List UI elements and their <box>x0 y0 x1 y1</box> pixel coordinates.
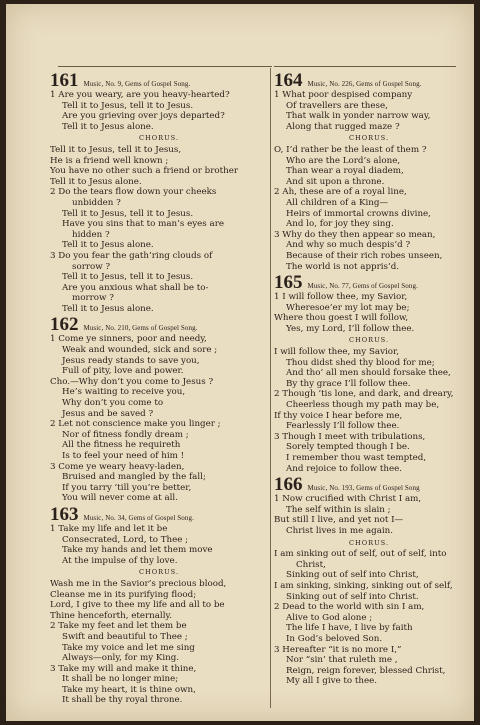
hymn-music-source: Music, No. 193, Gems of Gospel Song <box>307 484 420 493</box>
hymn-number: 166 <box>274 474 303 496</box>
hymn-line: 1 Are you weary, are you heavy-hearted? <box>50 90 230 100</box>
hymn-line: Where thou goest I will follow, <box>274 313 409 324</box>
hymn-line: All children of a King— <box>286 197 389 208</box>
hymn-line: You will never come at all. <box>62 493 178 504</box>
hymn-line: My all I give to thee. <box>286 676 378 687</box>
hymn-line: Lord, I give to thee my life and all to be <box>50 600 225 611</box>
hymn-line: He is a friend well known ; <box>50 155 169 166</box>
hymn-line: I remember thou wast tempted, <box>286 453 427 463</box>
hymn-line: Bruised and mangled by the fall; <box>62 472 206 483</box>
hymn-line: But still I live, and yet not I— <box>274 515 404 526</box>
hymn-line: Tell it to Jesus alone. <box>62 121 154 132</box>
hymn-line: Wheresoe’er my lot may be; <box>286 302 410 313</box>
top-rule-right <box>274 66 456 67</box>
hymn-line: 3 Do you fear the gath’ring clouds of <box>50 250 213 261</box>
hymn-line: 1 Come ye sinners, poor and needy, <box>50 334 207 345</box>
hymn-line: Consecrated, Lord, to Thee ; <box>62 534 189 545</box>
hymn-line: 2 Dead to the world with sin I am, <box>274 602 425 613</box>
hymn-line: I will follow thee, my Savior, <box>274 347 399 358</box>
hymn-number: 164 <box>274 70 303 91</box>
hymn-header <box>274 72 464 90</box>
hymn-line: 2 Ah, these are of a royal line, <box>274 187 407 198</box>
hymn-line: 1 I will follow thee, my Savior, <box>274 292 408 303</box>
hymn-line: Sorely tempted though I be. <box>286 442 410 453</box>
hymn-music-source: Music, No. 226, Gems of Gospel Song. <box>307 80 422 88</box>
chorus-label: CHORUS. <box>348 336 390 345</box>
hymn-line: All the fitness he requireth <box>62 440 181 451</box>
hymn-line: The self within is slain ; <box>286 504 391 515</box>
hymn-line: Cleanse me in its purifying flood; <box>50 589 197 600</box>
hymn-line: It shall be no longer mine; <box>62 674 179 685</box>
hymn-line: 1 Now crucified with Christ I am, <box>274 494 422 505</box>
hymn-line: The world is not appris’d. <box>286 261 400 272</box>
hymn-line: Nor of fitness fondly dream ; <box>62 429 189 440</box>
hymn-line: Are you grieving over joys departed? <box>62 111 225 122</box>
hymn-music-source: Music, No. 77, Gems of Gospel Song. <box>307 282 418 291</box>
hymn-line: If thy voice I hear before me, <box>274 410 403 421</box>
hymn-line: And why so much despis’d ? <box>286 240 411 251</box>
hymn-line: Full of pity, love and power. <box>62 366 184 377</box>
hymn-line: And lo, for joy they sing. <box>286 219 394 230</box>
hymn-line: Wash me in the Savior’s precious blood, <box>50 578 227 589</box>
hymn-line: I am sinking, sinking, sinking out of self, <box>274 580 453 591</box>
hymn-line: At the impulse of thy love. <box>62 555 178 566</box>
hymn-line: Always—only, for my King. <box>62 653 180 664</box>
hymn-header <box>50 316 268 334</box>
hymn-line: Take my hands and let them move <box>62 545 213 556</box>
hymn-line: Tell it to Jesus, tell it to Jesus. <box>62 100 194 111</box>
hymn-line: Because of their rich robes unseen, <box>286 250 443 261</box>
hymn-line: Are you anxious what shall be to- <box>62 282 209 293</box>
chorus-label: CHORUS. <box>348 538 390 547</box>
hymn-number: 161 <box>50 70 79 91</box>
hymn-line: 3 Though I meet with tribulations, <box>274 431 426 442</box>
hymn-line: unbidden ? <box>72 197 121 208</box>
hymn-line: Reign, reign forever, blessed Christ, <box>286 665 446 676</box>
hymn-line: You have no other such a friend or brother <box>50 166 239 177</box>
hymn-line: Why don’t you come to <box>62 398 164 409</box>
hymn-line: Jesus and be saved ? <box>62 408 154 419</box>
hymn-line: And tho’ all men should forsake thee, <box>286 368 451 379</box>
hymn-line: Sinking out of self into Christ. <box>286 591 419 602</box>
hymn-header <box>50 72 268 90</box>
hymn-line: Jesus ready stands to save you, <box>62 355 200 366</box>
hymn-line: Tell it to Jesus alone. <box>50 176 142 187</box>
hymn-line: Tell it to Jesus, tell it to Jesus. <box>62 208 194 219</box>
hymn-line: Thine henceforth, eternally. <box>50 610 172 621</box>
hymn-line: Take my heart, it is thine own, <box>62 684 196 695</box>
hymn-line: Of travellers are these, <box>286 100 388 111</box>
hymn-line: 3 Take my will and make it thine, <box>50 663 197 674</box>
hymn-line: In God’s beloved Son. <box>286 633 383 644</box>
hymn-line: 2 Take my feet and let them be <box>50 621 187 632</box>
hymn-line: Is to feel your need of him ! <box>62 451 185 461</box>
hymn-number: 162 <box>50 314 79 336</box>
hymn-line: If you tarry ’till you’re better, <box>62 482 192 493</box>
hymn-line: sorrow ? <box>72 261 111 272</box>
column-divider <box>270 68 271 708</box>
hymn-line: Yes, my Lord, I’ll follow thee. <box>286 323 415 334</box>
hymn-number: 165 <box>274 272 303 294</box>
hymn-line: Sinking out of self into Christ, <box>286 570 419 581</box>
hymn-line: It shall be thy royal throne. <box>62 695 183 706</box>
hymn-line: morrow ? <box>72 293 114 304</box>
hymn-line: And sit upon a throne. <box>286 176 385 187</box>
hymn-line: Fearlessly I’ll follow thee. <box>286 421 400 432</box>
hymn-header <box>274 476 464 494</box>
hymn-line: Christ, <box>296 559 326 570</box>
chorus-label: CHORUS. <box>348 134 390 143</box>
hymn-line: 3 Why do they then appear so mean, <box>274 229 436 240</box>
hymn-line: 2 Do the tears flow down your cheeks <box>50 187 217 198</box>
hymn-line: Tell it to Jesus, tell it to Jesus, <box>50 144 182 155</box>
right-column <box>274 70 464 687</box>
hymn-line: 1 Take my life and let it be <box>50 523 168 534</box>
hymn-line: By thy grace I’ll follow thee. <box>286 378 411 389</box>
chorus-label: CHORUS. <box>138 134 180 143</box>
hymn-line: Than wear a royal diadem, <box>286 166 404 177</box>
hymn-line: Tell it to Jesus, tell it to Jesus. <box>62 272 194 283</box>
hymn-header <box>50 503 268 525</box>
hymn-line: He’s waiting to receive you, <box>62 387 186 398</box>
hymn-header <box>274 274 464 292</box>
hymn-line: hidden ? <box>72 229 110 240</box>
chorus-label: CHORUS. <box>138 568 180 577</box>
hymn-line: Heirs of immortal crowns divine, <box>286 208 431 219</box>
hymn-music-source: Music, No. 34, Gems of Gospel Song. <box>83 513 194 522</box>
hymn-line: 2 Though ’tis lone, and dark, and dreary, <box>274 389 454 400</box>
hymn-line: Cheerless though my path may be, <box>286 400 440 411</box>
hymn-line: Swift and beautiful to Thee ; <box>62 631 188 642</box>
hymn-line: Who are the Lord’s alone, <box>286 155 401 166</box>
hymn-line: Thou didst shed thy blood for me; <box>286 357 435 368</box>
hymn-line: Tell it to Jesus alone. <box>62 240 154 251</box>
hymn-line: O, I’d rather be the least of them ? <box>274 144 427 155</box>
hymn-line: Weak and wounded, sick and sore ; <box>62 345 218 356</box>
hymn-line: Along that rugged maze ? <box>286 121 400 132</box>
hymn-line: And rejoice to follow thee. <box>286 463 403 474</box>
hymn-line: Cho.—Why don’t you come to Jesus ? <box>50 376 214 387</box>
hymn-line: I am sinking out of self, out of self, into <box>274 549 447 560</box>
hymn-music-source: Music, No. 210, Gems of Gospel Song. <box>83 324 198 333</box>
left-column <box>50 70 268 706</box>
hymn-line: Have you sins that to man’s eyes are <box>62 219 224 230</box>
hymn-line: Take my voice and let me sing <box>62 642 195 653</box>
hymnal-page <box>6 4 474 721</box>
hymn-music-source: Music, No. 9, Gems of Gospel Song. <box>83 80 191 88</box>
hymn-number: 163 <box>50 503 79 525</box>
hymn-line: 2 Let not conscience make you linger ; <box>50 419 221 430</box>
hymn-line: That walk in yonder narrow way, <box>286 111 431 122</box>
hymn-line: Christ lives in me again. <box>286 525 394 536</box>
top-rule-left <box>58 66 272 67</box>
hymn-line: Tell it to Jesus alone. <box>62 303 154 314</box>
hymn-line: 3 Come ye weary heavy-laden, <box>50 461 185 472</box>
hymn-line: Nor “sin’ that ruleth me , <box>286 655 398 666</box>
hymn-line: 3 Hereafter “it is no more I,” <box>274 644 402 655</box>
hymn-line: 1 What poor despised company <box>274 90 413 100</box>
hymn-line: Alive to God alone ; <box>286 612 373 623</box>
hymn-line: The life I have, I live by faith <box>286 623 413 634</box>
